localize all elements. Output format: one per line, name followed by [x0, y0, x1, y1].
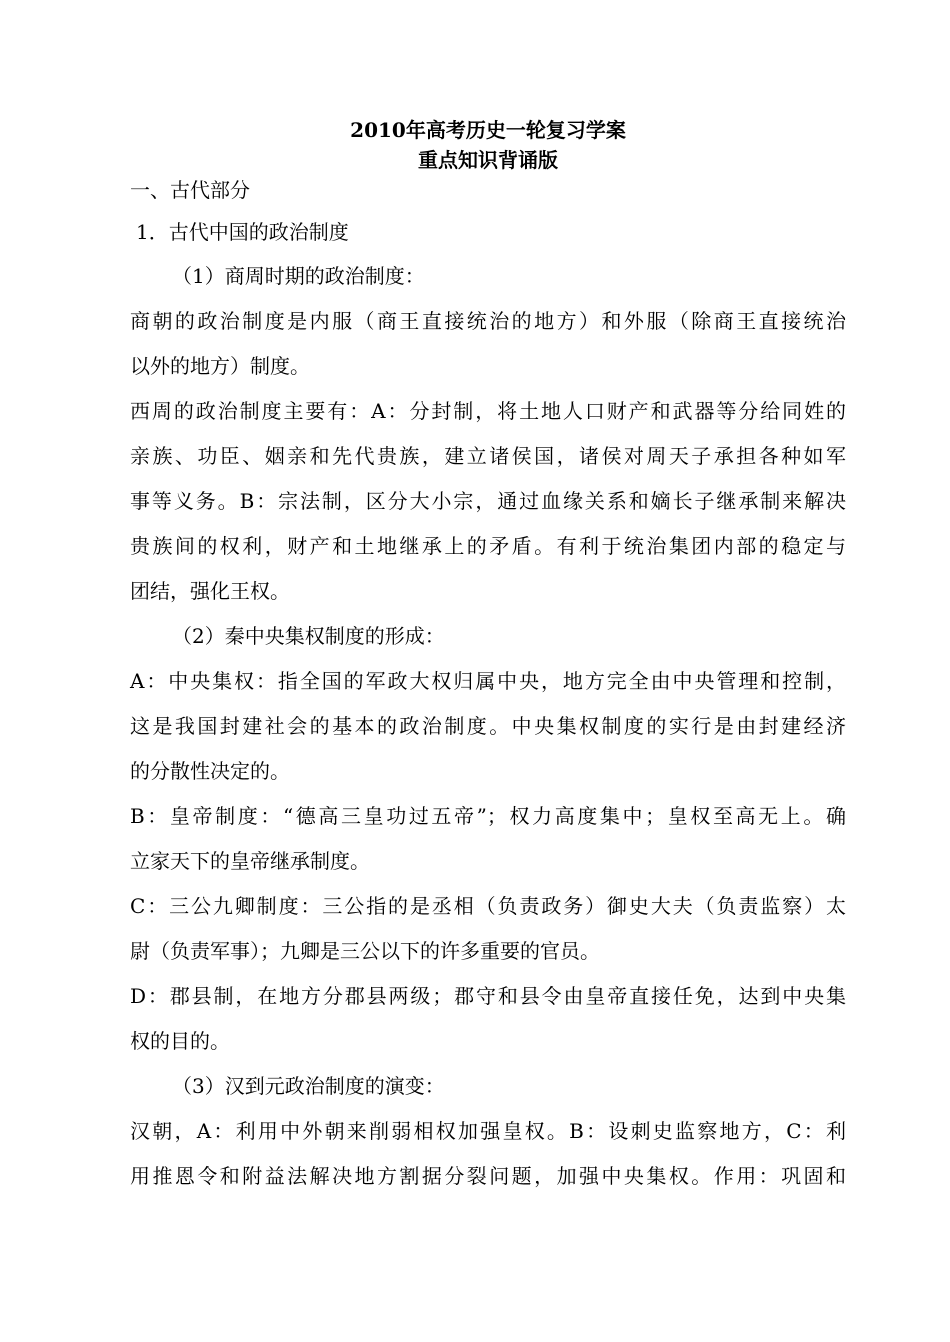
paragraph-line: 以外的地方）制度。 — [130, 354, 310, 378]
paragraph-line: 西周的政治制度主要有：A：分封制，将土地人口财产和武器等分给同姓的 — [130, 399, 846, 423]
paragraph-line: 权的目的。 — [130, 1029, 230, 1053]
topic-heading: （3）汉到元政治制度的演变： — [172, 1074, 445, 1098]
topic-heading: （2）秦中央集权制度的形成： — [172, 624, 445, 648]
paragraph-line: 立家天下的皇帝继承制度。 — [130, 849, 370, 873]
paragraph-line: 事等义务。B：宗法制，区分大小宗，通过血缘关系和嫡长子继承制来解决 — [130, 489, 846, 513]
paragraph-line: C：三公九卿制度：三公指的是丞相（负责政务）御史大夫（负责监察）太 — [130, 894, 846, 918]
paragraph-line: 这是我国封建社会的基本的政治制度。中央集权制度的实行是由封建经济 — [130, 714, 846, 738]
paragraph-line: 汉朝，A：利用中外朝来削弱相权加强皇权。B：设刺史监察地方，C：利 — [130, 1119, 846, 1143]
paragraph-line: A：中央集权：指全国的军政大权归属中央，地方完全由中央管理和控制， — [130, 669, 846, 693]
paragraph-line: 亲族、功臣、姻亲和先代贵族，建立诸侯国，诸侯对周天子承担各种如军 — [130, 444, 846, 468]
paragraph-line: 团结，强化王权。 — [130, 579, 290, 603]
document-title: 2010年高考历史一轮复习学案 — [350, 118, 626, 142]
subsection-heading: 1．古代中国的政治制度 — [136, 220, 349, 244]
paragraph-line: 的分散性决定的。 — [130, 759, 290, 783]
paragraph-line: 用推恩令和附益法解决地方割据分裂问题，加强中央集权。作用：巩固和 — [130, 1164, 846, 1188]
topic-heading: （1）商周时期的政治制度： — [172, 264, 425, 288]
paragraph-line: 贵族间的权利，财产和土地继承上的矛盾。有利于统治集团内部的稳定与 — [130, 534, 846, 558]
paragraph-line: D：郡县制，在地方分郡县两级；郡守和县令由皇帝直接任免，达到中央集 — [130, 984, 846, 1008]
section-heading: 一、古代部分 — [130, 178, 250, 202]
paragraph-line: B：皇帝制度：“德高三皇功过五帝”；权力高度集中；皇权至高无上。确 — [130, 804, 846, 828]
paragraph-line: 尉（负责军事）；九卿是三公以下的许多重要的官员。 — [130, 939, 600, 963]
paragraph-line: 商朝的政治制度是内服（商王直接统治的地方）和外服（除商王直接统治 — [130, 309, 846, 333]
document-subtitle: 重点知识背诵版 — [418, 148, 558, 172]
